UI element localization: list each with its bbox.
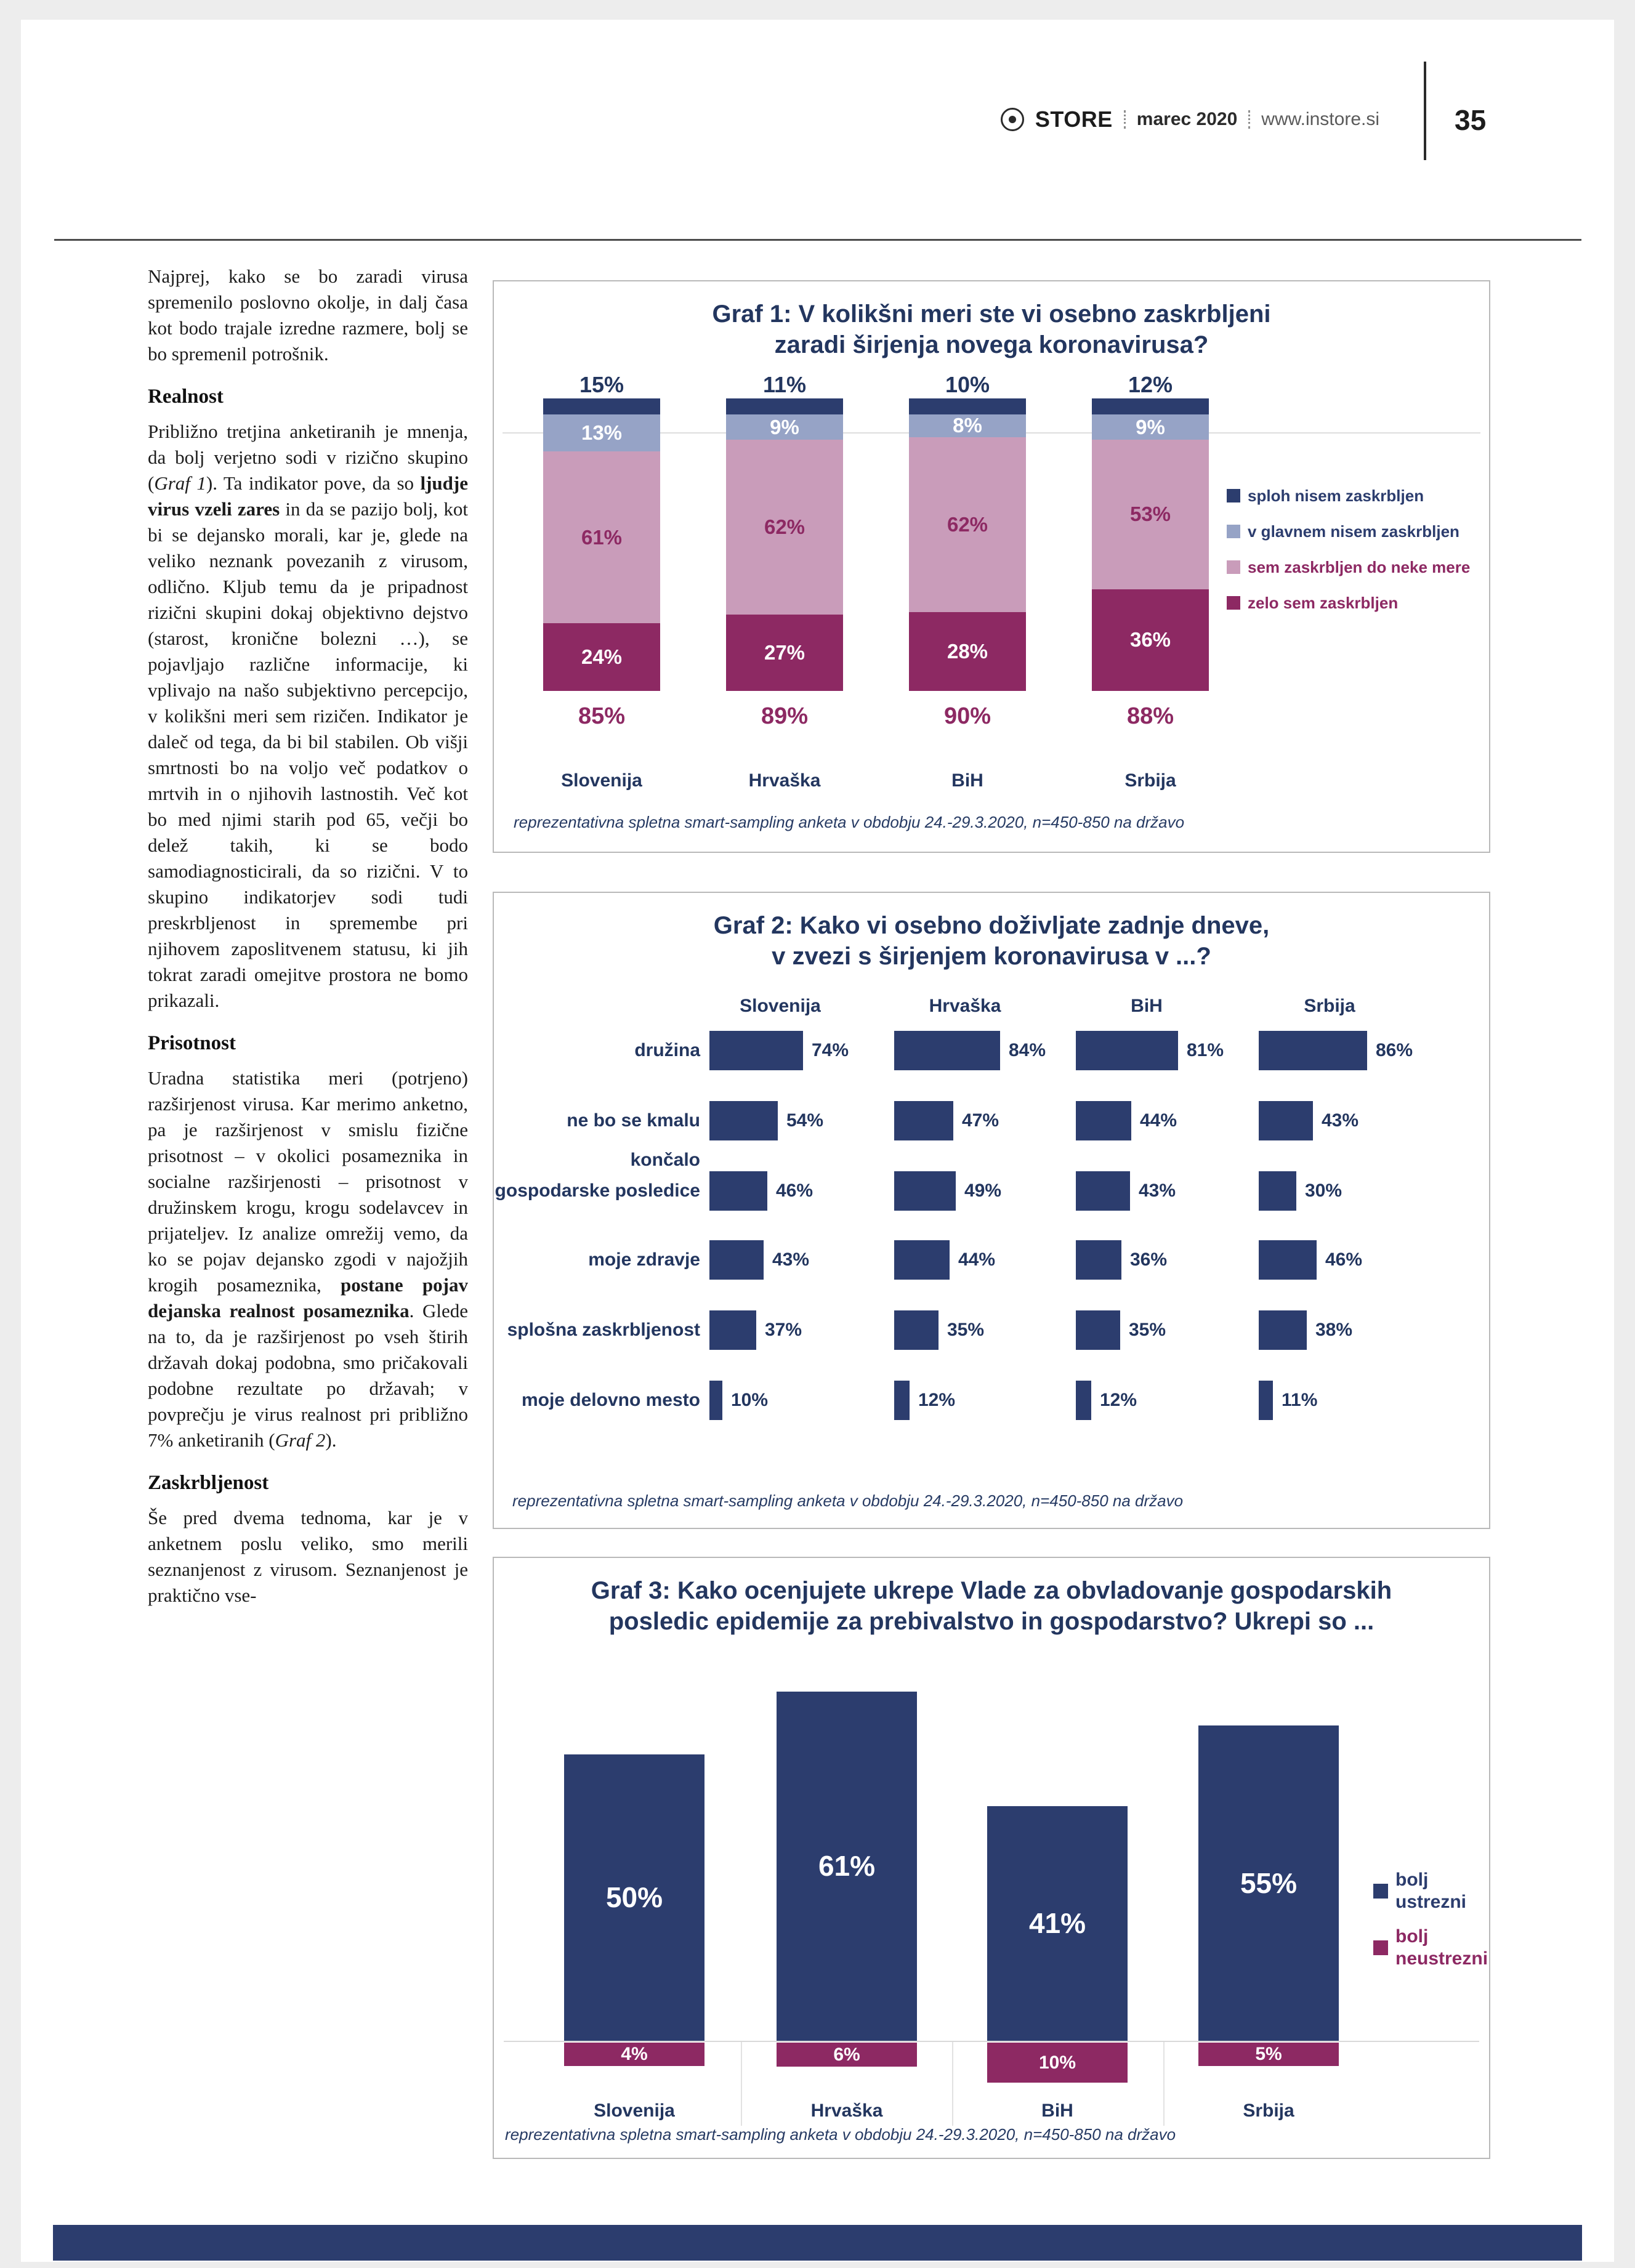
bar-segment-value: 9% [770, 416, 799, 439]
stacked-bar-top-label: 15% [579, 372, 624, 397]
legend-label: zelo sem zaskrbljen [1248, 594, 1399, 612]
hbar-value: 38% [1315, 1320, 1353, 1340]
hbar-value: 54% [786, 1110, 824, 1131]
hbar-value: 74% [812, 1040, 849, 1060]
graf2-title-line1: Graf 2: Kako vi osebno doživljate zadnje dneve, [713, 912, 1270, 939]
graf2-title-line2: v zvezi s širjenjem koronavirusa v ...? [772, 943, 1211, 970]
graf1-legend [1227, 486, 1470, 613]
bar-positive-value: 41% [1028, 1907, 1086, 1939]
instore-logo-icon [1001, 108, 1024, 131]
hbar [894, 1310, 939, 1350]
hbar [1259, 1101, 1313, 1140]
row-label: gospodarske posledice [495, 1180, 700, 1201]
row-label: moje zdravje [588, 1249, 700, 1270]
category-label: Hrvaška [810, 2101, 883, 2121]
category-label: BiH [951, 770, 983, 791]
hbar-value: 10% [731, 1390, 769, 1410]
text-run: ). [325, 1429, 337, 1451]
legend-label: sem zaskrbljen do neke mere [1248, 558, 1471, 576]
italic-text-run: Graf 1 [154, 472, 206, 494]
hbar-value: 11% [1282, 1390, 1318, 1410]
hbar-value: 43% [1139, 1180, 1176, 1201]
column-separator [741, 2042, 742, 2126]
paragraph-prisotnost [148, 1065, 468, 1453]
hbar [709, 1310, 756, 1350]
page-number: 35 [1455, 104, 1487, 136]
row-label: moje delovno mesto [521, 1390, 700, 1410]
hbar [709, 1381, 722, 1420]
section-heading-zaskrbljenost: Zaskrbljenost [148, 1472, 269, 1494]
graf1-title-line1: Graf 1: V kolikšni meri ste vi osebno zaskrbljeni [712, 301, 1271, 328]
hbar-value: 84% [1009, 1040, 1046, 1060]
bar-segment-value: 62% [947, 512, 988, 536]
column-header: Hrvaška [929, 996, 1001, 1016]
category-label: Slovenija [561, 770, 642, 791]
bold-text-run: postane pojav dejanska realnost posameznika [148, 1274, 468, 1322]
page-margin-right [1614, 0, 1635, 2268]
category-label: Srbija [1243, 2101, 1294, 2121]
hbar-value: 47% [962, 1110, 999, 1131]
website-url: www.instore.si [1261, 109, 1379, 129]
hbar-value: 35% [1129, 1320, 1166, 1340]
graf1-panel [493, 280, 1490, 853]
bar-segment-value: 8% [953, 414, 982, 437]
brand-name: STORE [1035, 107, 1113, 132]
hbar-value: 12% [1100, 1390, 1137, 1410]
bar-negative-value: 5% [1255, 2044, 1282, 2064]
hbar [709, 1101, 778, 1140]
bar-segment-value: 61% [581, 525, 623, 549]
row-label: ne bo se kmalu končalo [567, 1110, 700, 1170]
bar-segment [909, 398, 1026, 414]
graf3-note: reprezentativna spletna smart-sampling anketa v obdobju 24.-29.3.2020, n=450-850 na državo [505, 2125, 1176, 2144]
bar-negative-value: 6% [833, 2044, 860, 2065]
hbar-value: 46% [776, 1180, 813, 1201]
page-number-divider [1424, 62, 1426, 160]
graf3-plot [494, 1558, 1489, 2158]
hbar [894, 1381, 910, 1420]
stacked-bar-total: 88% [1126, 703, 1174, 729]
bar-segment [726, 398, 843, 414]
column-header: Srbija [1304, 996, 1355, 1016]
graf3-legend [1373, 1869, 1489, 1970]
hbar [1076, 1171, 1130, 1211]
hbar [709, 1031, 803, 1070]
hbar [1076, 1310, 1120, 1350]
category-label: Srbija [1124, 770, 1176, 791]
category-label: BiH [1041, 2101, 1073, 2121]
hbar [894, 1031, 1000, 1070]
text-run: Približno tretjina anketiranih je mnenja, da bolj verjetno sodi v rizično skupino ( [148, 421, 468, 494]
legend-label: bolj neustrezni [1395, 1926, 1488, 1969]
bar-segment-value: 62% [764, 515, 805, 539]
bar-segment-value: 9% [1136, 416, 1165, 439]
bar-segment-value: 24% [581, 645, 623, 669]
legend-label: v glavnem nisem zaskrbljen [1248, 522, 1459, 541]
row-label: splošna zaskrbljenost [507, 1320, 700, 1340]
paragraph-realnost [148, 419, 468, 1014]
baseline-gridline [504, 2041, 1479, 2042]
hbar [894, 1101, 953, 1140]
graf2-note: reprezentativna spletna smart-sampling anketa v obdobju 24.-29.3.2020, n=450-850 na državo [512, 1491, 1184, 1510]
text-run: Še pred dvema tednoma, kar je v anketnem poslu veliko, smo merili seznanjenost z virusom. Seznanjenost je praktično vse- [148, 1507, 468, 1606]
hbar-value: 49% [964, 1180, 1002, 1201]
sploh-nisem-zaskrbljen-swatch [1227, 489, 1240, 502]
section-heading-realnost: Realnost [148, 385, 224, 408]
text-run: ). Ta indikator pove, da so [206, 472, 421, 494]
hbar-value: 12% [918, 1390, 956, 1410]
bar-segment-value: 28% [947, 639, 988, 663]
graf2-plot [494, 893, 1489, 1528]
category-label: Hrvaška [748, 770, 821, 791]
hbar-value: 81% [1187, 1040, 1224, 1060]
text-run: Najprej, kako se bo zaradi virusa spremenilo poslovno okolje, in dalj časa kot bodo trajale izredne razmere, bolj se bo spremenil potrošnik. [148, 265, 468, 365]
bar-segment-value: 27% [764, 641, 805, 664]
hbar [1076, 1240, 1121, 1280]
graf2-panel [493, 892, 1490, 1529]
bold-text-run: ljudje virus vzeli zares [148, 472, 468, 520]
stacked-bar-total: 90% [943, 703, 991, 729]
hbar-value: 35% [947, 1320, 985, 1340]
text-run: Uradna statistika meri (potrjeno) razširjenost virusa. Kar merimo anketno, pa je razširjenost v smislu fizične prisotnost – v okolici posameznika in socialne razširjenosti – prisotnost v družinskem krogu, krogu sodelavcev in prijateljev. Iz analize omrežij vemo, da ko se pojav dejansko zgodi v najožjih krogih posameznika, [148, 1067, 468, 1296]
graf3-panel [493, 1557, 1490, 2159]
legend-item [1227, 557, 1470, 577]
hbar [894, 1240, 950, 1280]
legend-label: sploh nisem zaskrbljen [1248, 486, 1424, 505]
article-column [148, 264, 468, 1621]
legend-item [1227, 486, 1470, 506]
paragraph-zaskrbljenost [148, 1505, 468, 1608]
hbar-value: 37% [765, 1320, 802, 1340]
text-run: . Glede na to, da je razširjenost po vseh štirih državah dokaj podobna, smo pričakovali podobne rezultate po državah; v povprečju je virus realnost pri približno 7% anketiranih ( [148, 1300, 468, 1451]
bolj-ustrezni-swatch [1373, 1884, 1388, 1899]
intro-paragraph [148, 264, 468, 367]
hbar-value: 86% [1376, 1040, 1413, 1060]
hbar [894, 1171, 956, 1211]
category-label: Slovenija [594, 2101, 675, 2121]
header-separator [1248, 110, 1250, 129]
bar-segment-value: 36% [1129, 628, 1171, 652]
hbar [1076, 1381, 1091, 1420]
sem-zaskrbljen-do-neke-mere-swatch [1227, 560, 1240, 574]
text-run: in da se pazijo bolj, kot bi se dejansko morali, kar je, glede na veliko neznank povezanih z virusom, odlično. Kljub temu da je pripadnost rizični skupini dokaj objektivno dejstvo (starost, kronične bolezni …), se pojavljajo različne informacije, ki vplivajo na našo subjektivno percepcijo, v kolikšni meri sem rizičen. Indikator je daleč od tega, da bi bil stabilen. Ob višji smrtnosti bo na voljo več podatkov o mrtvih in o njihovih lastnostih. Več kot bo med njimi starih pod 65, večji bo delež takih, ki se bodo samodiagnosticirali, da so rizični. V to skupino indikatorjev sodi tudi preskrbljenost in spremembe pri njihovem zaposlitvenem statusu, ki jih tokrat zaradi omejitve prostora ne bomo prikazali. [148, 498, 469, 1011]
graf1-note: reprezentativna spletna smart-sampling anketa v obdobju 24.-29.3.2020, n=450-850 na državo [514, 813, 1185, 831]
column-separator [952, 2042, 953, 2126]
column-header: BiH [1131, 996, 1163, 1016]
row-label: družina [634, 1040, 700, 1060]
hbar-value: 36% [1130, 1249, 1168, 1270]
header-separator [1124, 110, 1126, 129]
hbar [709, 1240, 764, 1280]
page-margin-left [0, 0, 21, 2268]
legend-item [1227, 522, 1470, 541]
hbar-value: 30% [1305, 1180, 1342, 1201]
graf3-title-line2: posledic epidemije za prebivalstvo in gospodarstvo? Ukrepi so ... [608, 1608, 1375, 1635]
bar-negative-value: 10% [1038, 2052, 1076, 2073]
bar-segment-value: 53% [1129, 502, 1171, 526]
hbar [1259, 1310, 1307, 1350]
legend-label: bolj ustrezni [1395, 1870, 1467, 1912]
stacked-bar-top-label: 12% [1128, 372, 1173, 397]
column-header: Slovenija [740, 996, 821, 1016]
hbar [1259, 1240, 1317, 1280]
italic-text-run: Graf 2 [275, 1429, 326, 1451]
zelo-sem-zaskrbljen-swatch [1227, 596, 1240, 610]
bar-positive-value: 61% [818, 1850, 876, 1882]
page-margin-bottom [0, 2262, 1635, 2268]
page-margin-top [0, 0, 1635, 20]
graf1-title-line2: zaradi širjenja novega koronavirusa? [774, 331, 1209, 358]
v-glavnem-nisem-zaskrbljen-swatch [1227, 525, 1240, 538]
bar-segment [1092, 398, 1209, 414]
bar-positive-value: 55% [1240, 1867, 1298, 1899]
legend-item [1373, 1926, 1489, 1970]
bolj-neustrezni-swatch [1373, 1940, 1388, 1955]
bar-segment-value: 13% [581, 421, 623, 445]
graf3-title-line1: Graf 3: Kako ocenjujete ukrepe Vlade za obvladovanje gospodarskih [591, 1577, 1392, 1604]
stacked-bar-top-label: 10% [945, 372, 990, 397]
bar-negative-value: 4% [621, 2044, 648, 2064]
stacked-bar-total: 85% [578, 703, 626, 729]
hbar-value: 44% [1140, 1110, 1177, 1131]
hbar [1259, 1381, 1273, 1420]
stacked-bar-top-label: 11% [762, 372, 807, 397]
header-rule [54, 239, 1581, 241]
hbar [1076, 1031, 1178, 1070]
hbar [709, 1171, 767, 1211]
hbar-value: 43% [1322, 1110, 1359, 1131]
column-separator [1163, 2042, 1165, 2126]
bar-positive-value: 50% [605, 1881, 663, 1913]
hbar-value: 46% [1325, 1249, 1363, 1270]
hbar [1076, 1101, 1131, 1140]
hbar [1259, 1031, 1367, 1070]
hbar-value: 43% [772, 1249, 810, 1270]
issue-date: marec 2020 [1136, 109, 1238, 129]
hbar [1259, 1171, 1296, 1211]
section-heading-prisotnost: Prisotnost [148, 1032, 236, 1054]
legend-item [1227, 593, 1470, 613]
hbar-value: 44% [958, 1249, 996, 1270]
footer-band [53, 2225, 1582, 2261]
bar-segment [543, 398, 660, 414]
stacked-bar-total: 89% [761, 703, 809, 729]
page-header [1001, 107, 1379, 132]
legend-item [1373, 1869, 1489, 1913]
